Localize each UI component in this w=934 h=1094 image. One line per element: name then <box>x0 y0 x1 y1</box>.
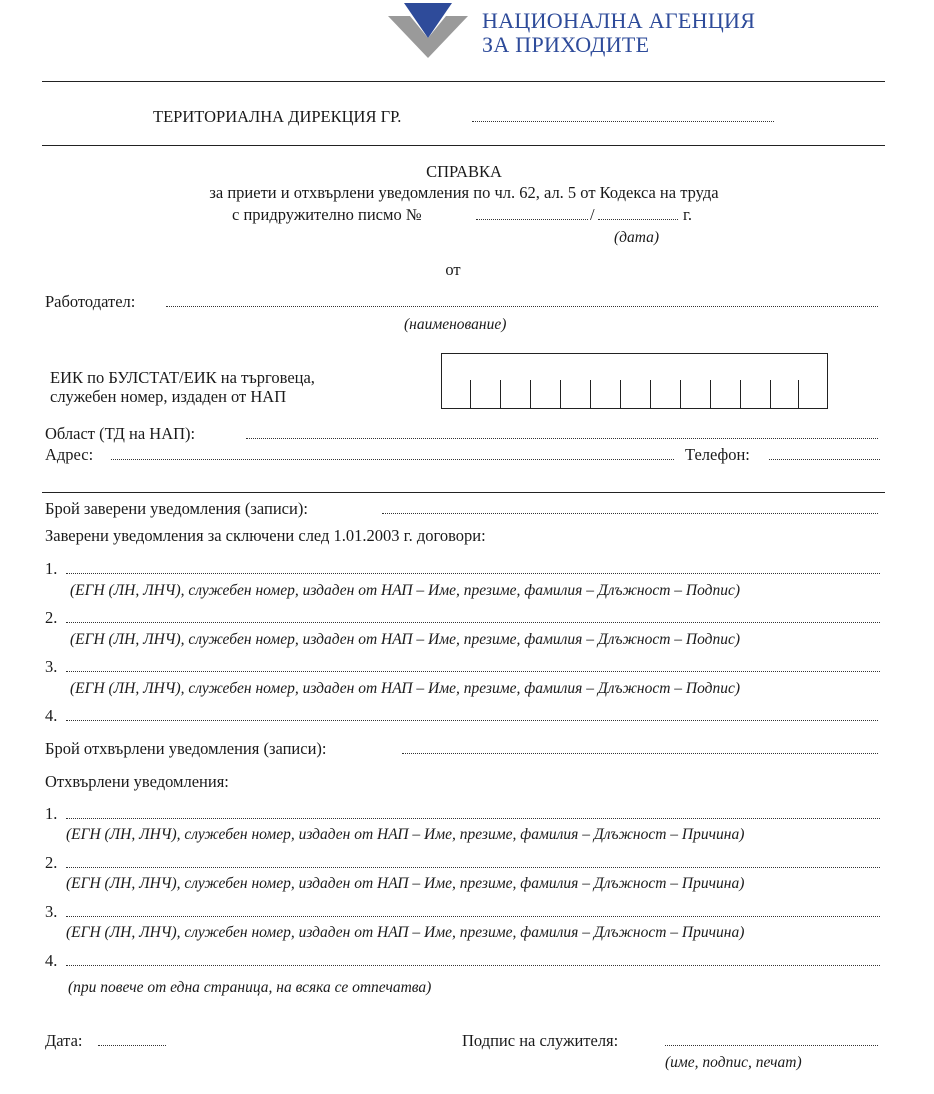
accepted-item-field[interactable] <box>66 671 880 672</box>
letter-date-field[interactable] <box>598 219 678 220</box>
letter-number-field[interactable] <box>476 219 588 220</box>
from-label: от <box>445 260 461 279</box>
eik-cell-divider <box>470 380 471 409</box>
eik-cell-divider <box>680 380 681 409</box>
rejected-list-label: Отхвърлени уведомления: <box>45 772 229 791</box>
letter-slash: / <box>590 205 595 224</box>
employer-field[interactable] <box>166 306 878 307</box>
phone-label: Телефон: <box>685 445 750 464</box>
nap-chevron-logo-icon <box>388 2 468 58</box>
accepted-item-number: 1. <box>45 559 58 578</box>
signature-hint: (име, подпис, печат) <box>665 1054 802 1071</box>
rejected-item-number: 1. <box>45 804 58 823</box>
eik-cell-divider <box>710 380 711 409</box>
signature-label: Подпис на служителя: <box>462 1031 619 1050</box>
employer-label: Работодател: <box>45 292 136 311</box>
accepted-count-label: Брой заверени уведомления (записи): <box>45 499 308 518</box>
rejected-item-hint: (ЕГН (ЛН, ЛНЧ), служебен номер, издаден от НАП – Име, презиме, фамилия – Длъжност – Причина) <box>66 924 745 941</box>
logo-line-2: ЗА ПРИХОДИТЕ <box>482 32 650 57</box>
logo-line-1: НАЦИОНАЛНА АГЕНЦИЯ <box>482 8 756 33</box>
rejected-item-hint: (ЕГН (ЛН, ЛНЧ), служебен номер, издаден от НАП – Име, презиме, фамилия – Длъжност – Причина) <box>66 826 745 843</box>
eik-label-line-1: ЕИК по БУЛСТАТ/ЕИК на търговеца, <box>50 368 315 387</box>
eik-cell-divider <box>798 380 799 409</box>
rejected-item-field[interactable] <box>66 818 880 819</box>
rejected-item-number: 4. <box>45 951 58 970</box>
header-rule-bottom <box>42 145 885 146</box>
eik-input-box[interactable] <box>441 353 828 409</box>
date-label: Дата: <box>45 1031 83 1050</box>
letter-prefix: с придружително писмо № <box>232 205 422 224</box>
accepted-item-hint: (ЕГН (ЛН, ЛНЧ), служебен номер, издаден от НАП – Име, презиме, фамилия – Длъжност – Подпис) <box>70 582 741 599</box>
directorate-field[interactable] <box>472 121 774 122</box>
rejected-item-field[interactable] <box>66 965 880 966</box>
nap-logo <box>388 2 768 58</box>
letter-date-hint: (дата) <box>614 229 660 246</box>
header-rule-top <box>42 81 885 82</box>
address-field[interactable] <box>111 459 674 460</box>
accepted-list-label: Заверени уведомления за сключени след 1.01.2003 г. договори: <box>45 526 486 545</box>
accepted-item-field[interactable] <box>66 720 878 721</box>
rejected-item-number: 2. <box>45 853 58 872</box>
accepted-item-hint: (ЕГН (ЛН, ЛНЧ), служебен номер, издаден от НАП – Име, презиме, фамилия – Длъжност – Подпис) <box>70 631 741 648</box>
accepted-item-number: 2. <box>45 608 58 627</box>
accepted-item-number: 4. <box>45 706 58 725</box>
signature-field[interactable] <box>665 1045 878 1046</box>
employer-hint: (наименование) <box>404 316 507 333</box>
rejected-count-field[interactable] <box>402 753 878 754</box>
address-label: Адрес: <box>45 445 94 464</box>
letter-suffix: г. <box>683 205 693 224</box>
eik-cell-divider <box>650 380 651 409</box>
accepted-item-field[interactable] <box>66 573 880 574</box>
eik-cell-divider <box>590 380 591 409</box>
eik-cell-divider <box>500 380 501 409</box>
eik-cell-divider <box>560 380 561 409</box>
eik-cell-divider <box>620 380 621 409</box>
accepted-count-field[interactable] <box>382 513 878 514</box>
eik-cell-divider <box>530 380 531 409</box>
region-field[interactable] <box>246 438 878 439</box>
rejected-item-field[interactable] <box>66 916 880 917</box>
phone-field[interactable] <box>769 459 880 460</box>
date-field[interactable] <box>98 1045 166 1046</box>
rejected-item-field[interactable] <box>66 867 880 868</box>
rejected-item-number: 3. <box>45 902 58 921</box>
eik-cell-divider <box>770 380 771 409</box>
section-rule <box>42 492 885 493</box>
eik-label-line-2: служебен номер, издаден от НАП <box>50 387 287 406</box>
rejected-count-label: Брой отхвърлени уведомления (записи): <box>45 739 327 758</box>
eik-cell-divider <box>740 380 741 409</box>
accepted-item-number: 3. <box>45 657 58 676</box>
accepted-item-hint: (ЕГН (ЛН, ЛНЧ), служебен номер, издаден от НАП – Име, презиме, фамилия – Длъжност – Подпис) <box>70 680 741 697</box>
accepted-item-field[interactable] <box>66 622 880 623</box>
document-title: СПРАВКА <box>426 162 502 181</box>
region-label: Област (ТД на НАП): <box>45 424 196 443</box>
rejected-note: (при повече от една страница, на всяка се отпечатва) <box>68 979 432 996</box>
directorate-label: ТЕРИТОРИАЛНА ДИРЕКЦИЯ ГР. <box>153 107 402 126</box>
document-subtitle: за приети и отхвърлени уведомления по чл. 62, ал. 5 от Кодекса на труда <box>209 183 719 202</box>
rejected-item-hint: (ЕГН (ЛН, ЛНЧ), служебен номер, издаден от НАП – Име, презиме, фамилия – Длъжност – Причина) <box>66 875 745 892</box>
